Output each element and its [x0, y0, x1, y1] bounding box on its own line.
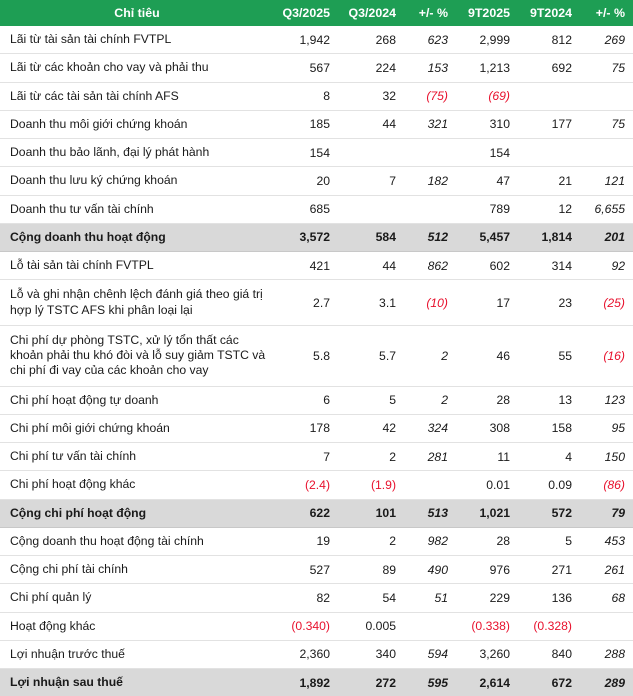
row-value: 513: [404, 499, 456, 527]
row-label: Lãi từ các tài sản tài chính AFS: [0, 82, 272, 110]
row-label: Doanh thu lưu ký chứng khoán: [0, 167, 272, 195]
row-value: 121: [580, 167, 633, 195]
table-row: [0, 26, 633, 54]
row-value: 23: [518, 280, 580, 326]
row-value: (0.340): [272, 612, 338, 640]
row-value: 5: [338, 386, 404, 414]
row-value: (25): [580, 280, 633, 326]
row-label: Chi phí hoạt động khác: [0, 471, 272, 499]
row-label: Lợi nhuận sau thuế: [0, 669, 272, 696]
row-value: 271: [518, 556, 580, 584]
row-value: 44: [338, 252, 404, 280]
column-header-change-pct-quarter: +/- %: [404, 0, 456, 26]
row-value: 229: [456, 584, 518, 612]
table-row: [0, 499, 633, 527]
table-row: [0, 139, 633, 167]
row-value: 672: [518, 669, 580, 696]
row-value: 310: [456, 110, 518, 138]
row-value: 3,260: [456, 640, 518, 668]
row-value: 594: [404, 640, 456, 668]
row-label: Chi phí hoạt động tự doanh: [0, 386, 272, 414]
row-value: 2: [404, 386, 456, 414]
row-value: 32: [338, 82, 404, 110]
row-value: 47: [456, 167, 518, 195]
row-label: Lợi nhuận trước thuế: [0, 640, 272, 668]
row-value: 46: [456, 325, 518, 386]
row-value: 1,021: [456, 499, 518, 527]
row-value: (0.338): [456, 612, 518, 640]
row-label: Hoạt động khác: [0, 612, 272, 640]
row-label: Cộng doanh thu hoạt động tài chính: [0, 527, 272, 555]
row-value: 261: [580, 556, 633, 584]
row-label: Chi phí môi giới chứng khoán: [0, 414, 272, 442]
row-value: 19: [272, 527, 338, 555]
row-value: 153: [404, 54, 456, 82]
row-value: 150: [580, 443, 633, 471]
row-value: 95: [580, 414, 633, 442]
row-label: Lỗ và ghi nhận chênh lệch đánh giá theo giá trị hợp lý TSTC AFS khi phân loại lại: [0, 280, 272, 326]
row-value: 595: [404, 669, 456, 696]
row-value: 840: [518, 640, 580, 668]
column-header-q3-2025: Q3/2025: [272, 0, 338, 26]
row-value: 123: [580, 386, 633, 414]
row-value: 1,213: [456, 54, 518, 82]
row-value: [580, 612, 633, 640]
row-value: [404, 195, 456, 223]
row-value: 68: [580, 584, 633, 612]
row-value: 1,814: [518, 223, 580, 251]
row-value: 308: [456, 414, 518, 442]
row-value: 75: [580, 110, 633, 138]
row-value: 976: [456, 556, 518, 584]
row-value: 1,942: [272, 26, 338, 54]
row-value: 28: [456, 527, 518, 555]
row-value: 685: [272, 195, 338, 223]
row-value: 2: [338, 443, 404, 471]
table-row: [0, 54, 633, 82]
row-value: 75: [580, 54, 633, 82]
table-body: [0, 26, 633, 696]
row-value: 1,892: [272, 669, 338, 696]
row-value: 2: [338, 527, 404, 555]
row-value: 3.1: [338, 280, 404, 326]
row-value: 584: [338, 223, 404, 251]
table-row: [0, 82, 633, 110]
table-row: [0, 527, 633, 555]
row-value: 2,360: [272, 640, 338, 668]
table-row: [0, 640, 633, 668]
row-value: 178: [272, 414, 338, 442]
row-label: Doanh thu môi giới chứng khoán: [0, 110, 272, 138]
row-value: 623: [404, 26, 456, 54]
row-value: 5: [518, 527, 580, 555]
row-value: 4: [518, 443, 580, 471]
row-value: 6,655: [580, 195, 633, 223]
table-header: [0, 0, 633, 26]
table-row: [0, 556, 633, 584]
row-value: (10): [404, 280, 456, 326]
row-label: Lãi từ các khoản cho vay và phải thu: [0, 54, 272, 82]
table-row: [0, 223, 633, 251]
row-value: 789: [456, 195, 518, 223]
row-value: 154: [456, 139, 518, 167]
row-value: 44: [338, 110, 404, 138]
row-value: 224: [338, 54, 404, 82]
row-value: 7: [338, 167, 404, 195]
row-value: 272: [338, 669, 404, 696]
table-row: [0, 584, 633, 612]
row-value: 512: [404, 223, 456, 251]
row-value: (69): [456, 82, 518, 110]
row-value: 2,614: [456, 669, 518, 696]
row-value: 13: [518, 386, 580, 414]
column-header-indicator: Chỉ tiêu: [0, 0, 272, 26]
table-row: [0, 252, 633, 280]
row-label: Cộng chi phí tài chính: [0, 556, 272, 584]
row-value: 324: [404, 414, 456, 442]
row-value: 281: [404, 443, 456, 471]
row-value: 182: [404, 167, 456, 195]
row-value: 2: [404, 325, 456, 386]
row-value: 92: [580, 252, 633, 280]
row-label: Cộng chi phí hoạt động: [0, 499, 272, 527]
row-value: (86): [580, 471, 633, 499]
row-label: Doanh thu tư vấn tài chính: [0, 195, 272, 223]
row-value: 572: [518, 499, 580, 527]
row-value: 0.01: [456, 471, 518, 499]
row-value: 3,572: [272, 223, 338, 251]
row-label: Lỗ tài sản tài chính FVTPL: [0, 252, 272, 280]
row-value: 20: [272, 167, 338, 195]
row-value: [580, 139, 633, 167]
row-value: 11: [456, 443, 518, 471]
row-label: Doanh thu bảo lãnh, đại lý phát hành: [0, 139, 272, 167]
column-header-q3-2024: Q3/2024: [338, 0, 404, 26]
row-value: 490: [404, 556, 456, 584]
table-row: [0, 669, 633, 696]
table-row: [0, 110, 633, 138]
row-value: 288: [580, 640, 633, 668]
table-row: [0, 443, 633, 471]
row-value: 158: [518, 414, 580, 442]
row-value: 567: [272, 54, 338, 82]
row-value: [580, 82, 633, 110]
row-value: 321: [404, 110, 456, 138]
row-value: (0.328): [518, 612, 580, 640]
row-value: 6: [272, 386, 338, 414]
row-value: 12: [518, 195, 580, 223]
row-value: (1.9): [338, 471, 404, 499]
row-value: (75): [404, 82, 456, 110]
row-value: 340: [338, 640, 404, 668]
row-value: 101: [338, 499, 404, 527]
row-value: 185: [272, 110, 338, 138]
row-label: Chi phí dự phòng TSTC, xử lý tổn thất các khoản phải thu khó đòi và lỗ suy giảm TSTC và chi phí đi vay của các khoản cho vay: [0, 325, 272, 386]
row-value: 17: [456, 280, 518, 326]
row-value: 136: [518, 584, 580, 612]
column-header-9t2024: 9T2024: [518, 0, 580, 26]
row-value: [338, 195, 404, 223]
row-value: (2.4): [272, 471, 338, 499]
row-value: 622: [272, 499, 338, 527]
row-value: 54: [338, 584, 404, 612]
row-value: [404, 612, 456, 640]
row-value: 21: [518, 167, 580, 195]
row-value: 82: [272, 584, 338, 612]
row-value: 5,457: [456, 223, 518, 251]
table-row: [0, 195, 633, 223]
row-value: 177: [518, 110, 580, 138]
row-value: 527: [272, 556, 338, 584]
row-value: [404, 471, 456, 499]
row-value: (16): [580, 325, 633, 386]
table-row: [0, 471, 633, 499]
row-value: 602: [456, 252, 518, 280]
row-value: 421: [272, 252, 338, 280]
table-row: [0, 280, 633, 326]
row-label: Lãi từ tài sản tài chính FVTPL: [0, 26, 272, 54]
row-value: 5.8: [272, 325, 338, 386]
row-value: [518, 82, 580, 110]
table-header-row: [0, 0, 633, 26]
row-value: [404, 139, 456, 167]
row-value: 982: [404, 527, 456, 555]
row-value: 289: [580, 669, 633, 696]
row-value: 5.7: [338, 325, 404, 386]
table-row: [0, 167, 633, 195]
row-value: 862: [404, 252, 456, 280]
table-row: [0, 325, 633, 386]
row-value: 79: [580, 499, 633, 527]
row-value: 692: [518, 54, 580, 82]
row-label: Chi phí quản lý: [0, 584, 272, 612]
column-header-change-pct-ytd: +/- %: [580, 0, 633, 26]
table-row: [0, 414, 633, 442]
row-value: 314: [518, 252, 580, 280]
row-value: 55: [518, 325, 580, 386]
row-value: 42: [338, 414, 404, 442]
row-value: 201: [580, 223, 633, 251]
row-value: 2,999: [456, 26, 518, 54]
table-row: [0, 612, 633, 640]
row-value: 89: [338, 556, 404, 584]
row-value: [338, 139, 404, 167]
row-value: 269: [580, 26, 633, 54]
row-value: 51: [404, 584, 456, 612]
row-label: Cộng doanh thu hoạt động: [0, 223, 272, 251]
table-row: [0, 386, 633, 414]
row-label: Chi phí tư vấn tài chính: [0, 443, 272, 471]
row-value: 0.09: [518, 471, 580, 499]
row-value: 154: [272, 139, 338, 167]
row-value: [518, 139, 580, 167]
row-value: 7: [272, 443, 338, 471]
row-value: 453: [580, 527, 633, 555]
row-value: 268: [338, 26, 404, 54]
row-value: 0.005: [338, 612, 404, 640]
column-header-9t2025: 9T2025: [456, 0, 518, 26]
row-value: 8: [272, 82, 338, 110]
row-value: 812: [518, 26, 580, 54]
row-value: 2.7: [272, 280, 338, 326]
row-value: 28: [456, 386, 518, 414]
